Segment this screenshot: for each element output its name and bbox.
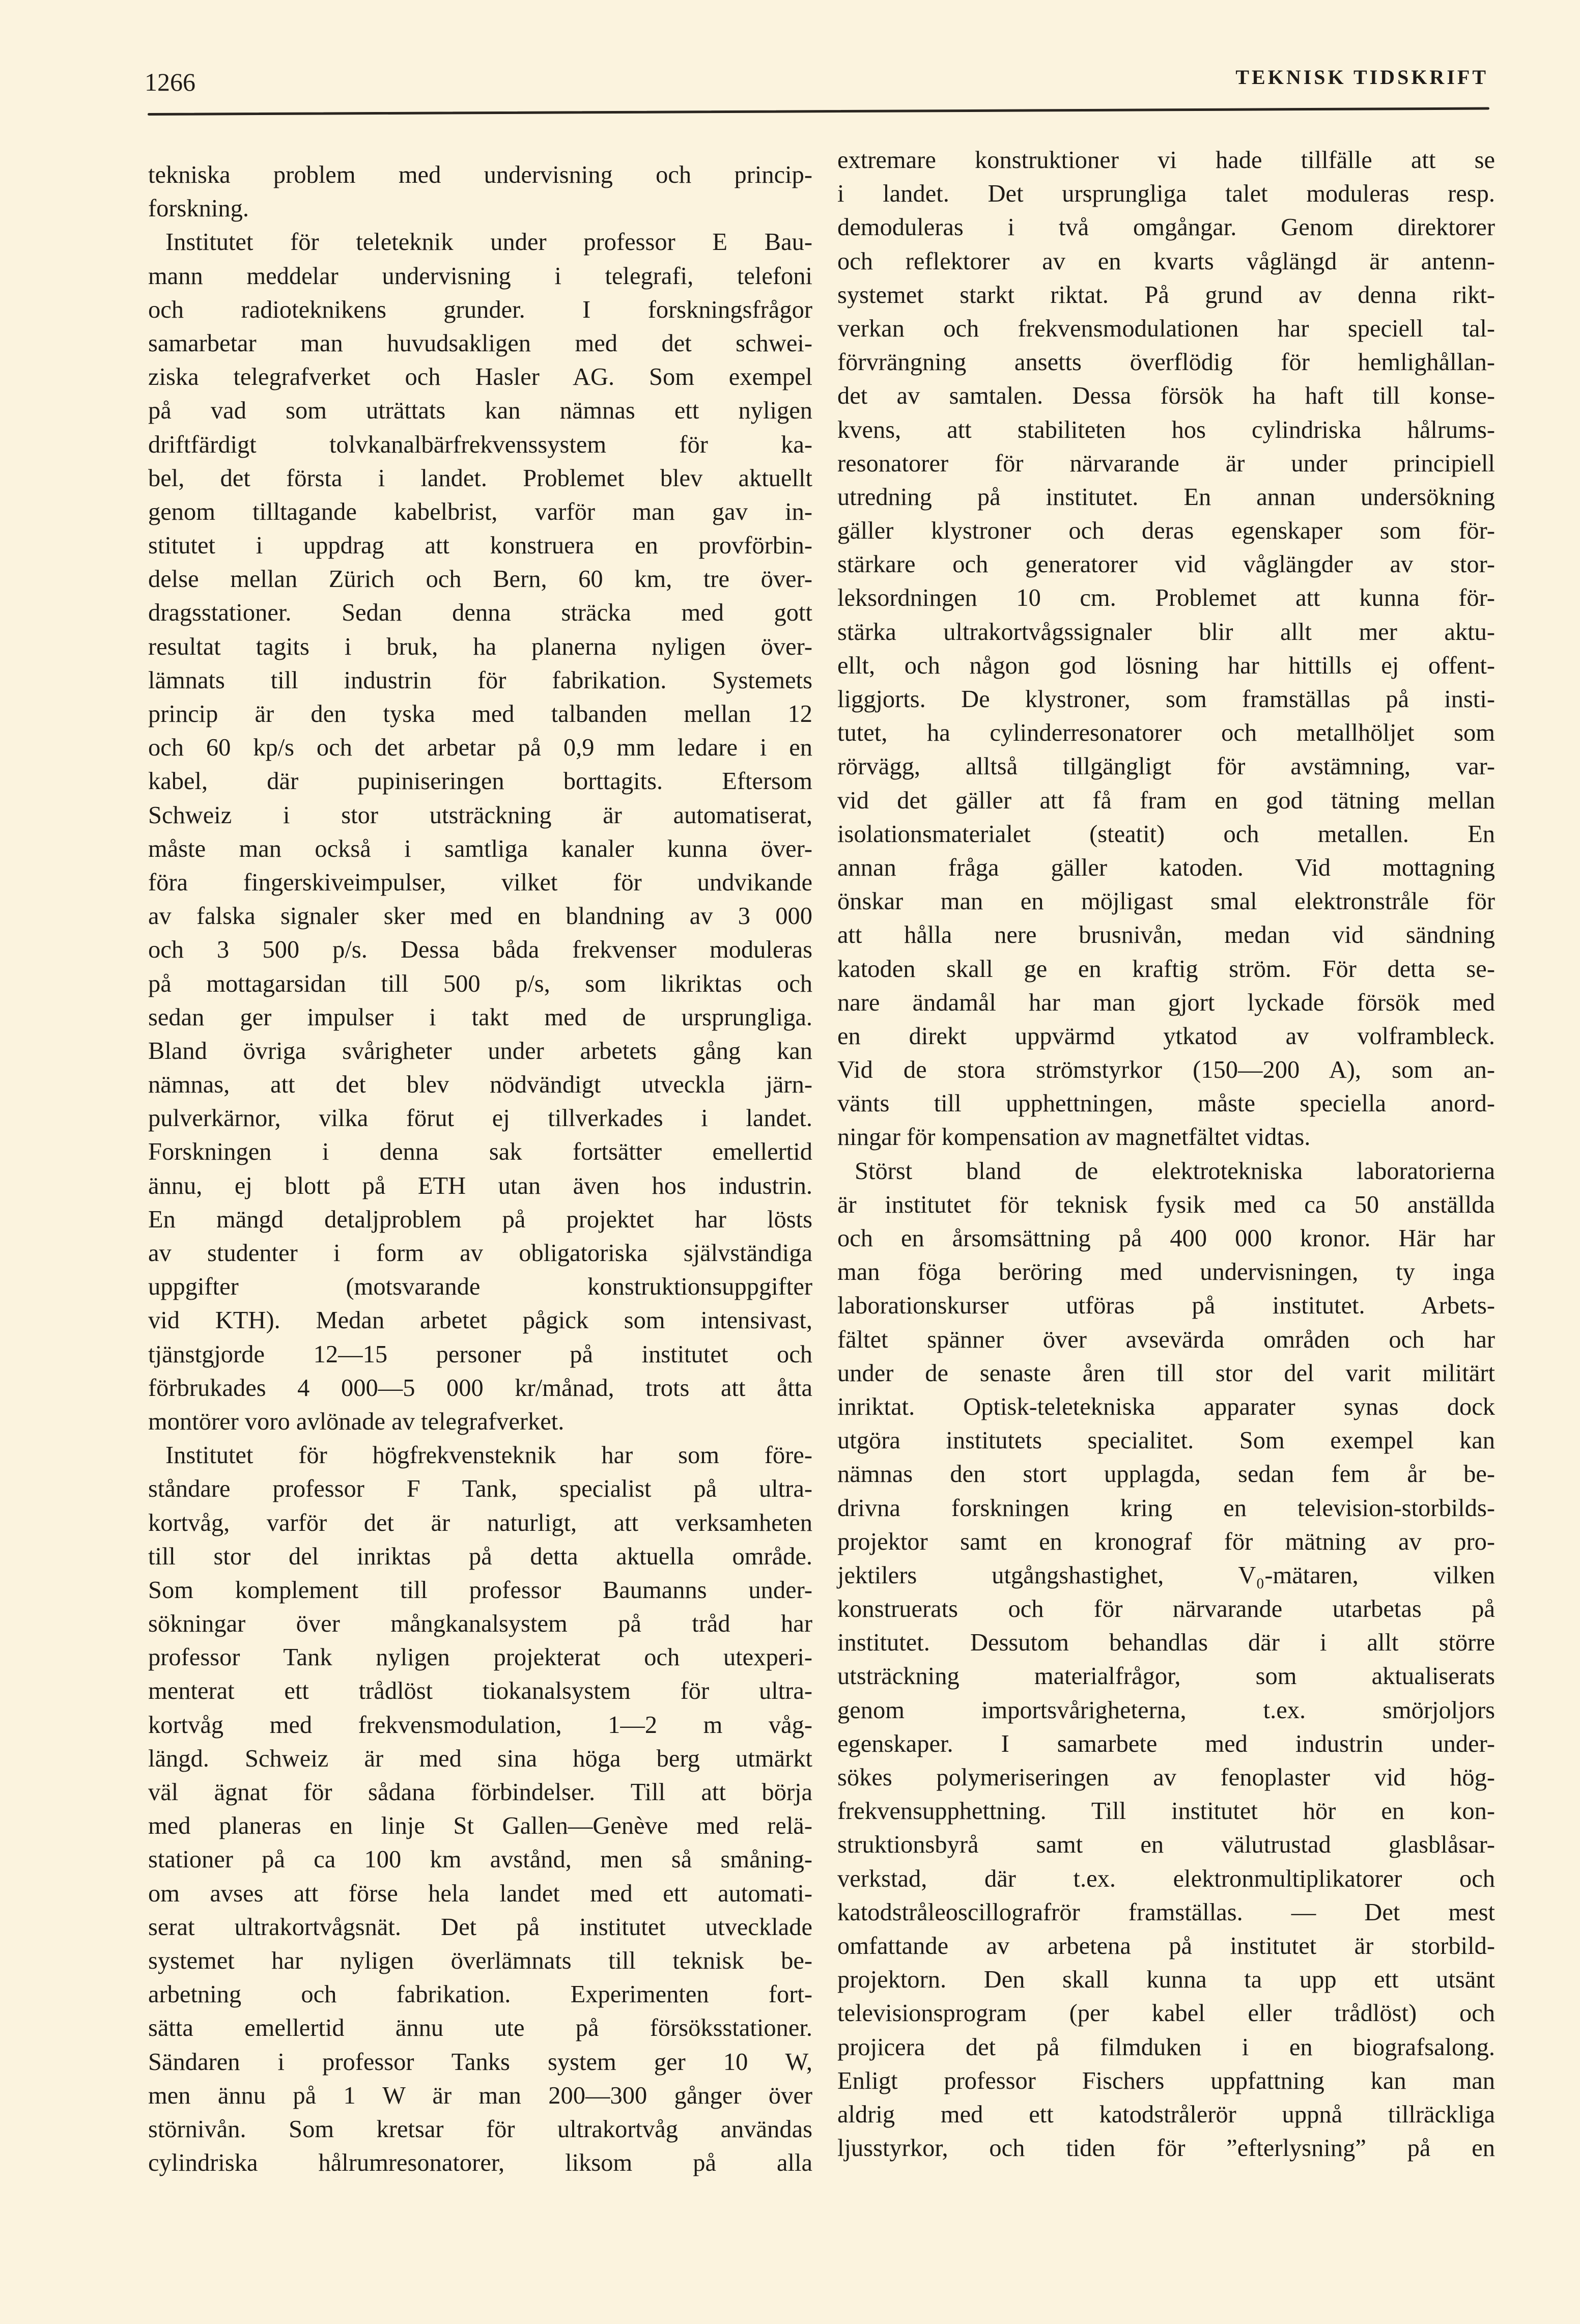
text-line: på mottagarsidan till 500 p/s, som likriktas och bbox=[148, 970, 812, 997]
text-line: sätta emellertid ännu ute på försöksstationer. bbox=[148, 2014, 812, 2042]
text-line: Forskningen i denna sak fortsätter emellertid bbox=[148, 1138, 812, 1166]
text-line: gäller klystroner och deras egenskaper som för- bbox=[837, 517, 1495, 545]
text-line: kortvåg, varför det är naturligt, att verksamheten bbox=[148, 1509, 812, 1536]
text-line: resultat tagits i bruk, ha planerna nyligen över- bbox=[148, 633, 812, 660]
text-line: längd. Schweiz är med sina höga berg utmärkt bbox=[148, 1745, 812, 1772]
paragraph bbox=[837, 144, 1495, 1155]
text-line: sökes polymeriseringen av fenoplaster vid hög- bbox=[837, 1764, 1495, 1791]
text-line: bel, det första i landet. Problemet blev aktuellt bbox=[148, 464, 812, 492]
header-rule bbox=[148, 107, 1489, 116]
text-line: struktionsbyrå samt en välutrustad glasblåsar- bbox=[837, 1831, 1495, 1859]
paragraph bbox=[837, 1155, 1495, 2166]
text-line: mann meddelar undervisning i telegrafi, telefoni bbox=[148, 262, 812, 290]
text-line: och radioteknikens grunder. I forskningsfrågor bbox=[148, 296, 812, 323]
text-line: kortvåg med frekvensmodulation, 1—2 m våg- bbox=[148, 1711, 812, 1739]
text-line: kabel, där pupiniseringen borttagits. Eftersom bbox=[148, 768, 812, 795]
text-line: Störst bland de elektrotekniska laboratorierna bbox=[855, 1157, 1495, 1185]
text-line: och 60 kp/s och det arbetar på 0,9 mm ledare i en bbox=[148, 734, 812, 762]
text-line: det av samtalen. Dessa försök ha haft till konse- bbox=[837, 382, 1495, 410]
text-line: drivna forskningen kring en television-storbilds- bbox=[837, 1494, 1495, 1522]
text-line: inriktat. Optisk-teletekniska apparater synas dock bbox=[837, 1393, 1495, 1420]
text-line: ännu, ej blott på ETH utan även hos industrin. bbox=[148, 1172, 812, 1199]
text-line: föra fingerskiveimpulser, vilket för undvikande bbox=[148, 869, 812, 896]
text-line: man föga beröring med undervisningen, ty inga bbox=[837, 1258, 1495, 1286]
text-line: liggjorts. De klystroner, som framställas på insti- bbox=[837, 686, 1495, 713]
text-line: sökningar över mångkanalsystem på tråd har bbox=[148, 1610, 812, 1638]
text-line: systemet har nyligen överlämnats till teknisk be- bbox=[148, 1947, 812, 1974]
text-line: pulverkärnor, vilka förut ej tillverkades i landet. bbox=[148, 1105, 812, 1132]
text-line: med planeras en linje St Gallen—Genève med relä- bbox=[148, 1812, 812, 1840]
text-line: stärka ultrakortvågssignaler blir allt mer aktu- bbox=[837, 618, 1495, 646]
text-line: stationer på ca 100 km avstånd, men så småning- bbox=[148, 1846, 812, 1873]
journal-title: TEKNISK TIDSKRIFT bbox=[1235, 66, 1488, 89]
text-line: konstruerats och för närvarande utarbetas på bbox=[837, 1595, 1495, 1623]
text-line: annan fråga gäller katoden. Vid mottagning bbox=[837, 854, 1495, 881]
paragraph bbox=[148, 226, 812, 1439]
text-line: menterat ett trådlöst tiokanalsystem för ultra- bbox=[148, 1677, 812, 1705]
text-line: princip är den tyska med talbanden mellan 12 bbox=[148, 701, 812, 727]
text-line: störnivån. Som kretsar för ultrakortvåg användas bbox=[148, 2115, 812, 2143]
page-number: 1266 bbox=[145, 68, 195, 96]
text-line: av falska signaler sker med en blandning av 3 000 bbox=[148, 903, 812, 930]
text-line: genom importsvårigheterna, t.ex. smörjoljors bbox=[837, 1696, 1495, 1724]
text-line: Institutet för teleteknik under professor E Bau- bbox=[165, 229, 812, 256]
text-line: av studenter i form av obligatoriska självständiga bbox=[148, 1240, 812, 1267]
text-line: väl ägnat för sådana förbindelser. Till att börja bbox=[148, 1779, 812, 1806]
text-line: utgöra institutets specialitet. Som exempel kan bbox=[837, 1427, 1495, 1454]
text-line: dragsstationer. Sedan denna sträcka med gott bbox=[148, 599, 812, 627]
text-line: på vad som uträttats kan nämnas ett nyligen bbox=[148, 397, 812, 425]
text-line: institutet. Dessutom behandlas där i allt större bbox=[837, 1629, 1495, 1657]
text-line: laborationskurser utföras på institutet. Arbets- bbox=[837, 1292, 1495, 1320]
text-line: forskning. bbox=[148, 195, 249, 222]
text-line: Institutet för högfrekvensteknik har som före- bbox=[165, 1442, 812, 1469]
text-line: delse mellan Zürich och Bern, 60 km, tre över- bbox=[148, 566, 812, 593]
text-line: och 3 500 p/s. Dessa båda frekvenser moduleras bbox=[148, 936, 812, 964]
text-line: egenskaper. I samarbete med industrin under- bbox=[837, 1730, 1495, 1757]
text-line: verkstad, där t.ex. elektronmultiplikatorer och bbox=[837, 1865, 1495, 1892]
text-line: kvens, att stabiliteten hos cylindriska hålrums- bbox=[837, 416, 1495, 443]
text-line: till stor del inriktas på detta aktuella område. bbox=[148, 1543, 812, 1570]
text-line: professor Tank nyligen projekterat och utexperi- bbox=[148, 1644, 812, 1671]
text-line: Sändaren i professor Tanks system ger 10 W, bbox=[148, 2048, 812, 2076]
text-line: tekniska problem med undervisning och princip- bbox=[148, 161, 812, 188]
text-line: leksordningen 10 cm. Problemet att kunna för- bbox=[837, 584, 1495, 612]
text-line: tjänstgjorde 12—15 personer på institutet och bbox=[148, 1340, 812, 1368]
text-line: en direkt uppvärmd ytkatod av volframbleck. bbox=[837, 1022, 1495, 1050]
text-line: katoden skall ge en kraftig ström. För detta se- bbox=[837, 955, 1495, 983]
text-line: vid KTH). Medan arbetet pågick som intensivast, bbox=[148, 1307, 812, 1334]
text-line: En mängd detaljproblem på projektet har lösts bbox=[148, 1206, 812, 1233]
text-line: vid det gäller att få fram en god tätning mellan bbox=[837, 787, 1495, 814]
text-line: televisionsprogram (per kabel eller trådlöst) och bbox=[837, 2000, 1495, 2027]
text-line: under de senaste åren till stor del varit militärt bbox=[837, 1359, 1495, 1387]
text-line: omfattande av arbetena på institutet är storbild- bbox=[837, 1932, 1495, 1959]
text-line: katodstråleoscillografrör framställas. — Det mest bbox=[837, 1898, 1495, 1926]
text-line: sedan ger impulser i takt med de ursprungliga. bbox=[148, 1003, 812, 1031]
text-line: ståndare professor F Tank, specialist på ultra- bbox=[148, 1475, 812, 1503]
text-line: Bland övriga svårigheter under arbetets gång kan bbox=[148, 1037, 812, 1065]
text-line: Schweiz i stor utsträckning är automatiserat, bbox=[148, 801, 812, 829]
text-line: serat ultrakortvågsnät. Det på institutet utvecklade bbox=[148, 1913, 812, 1941]
paragraph bbox=[148, 1439, 812, 2180]
text-line: men ännu på 1 W är man 200—300 gånger över bbox=[148, 2082, 812, 2109]
text-line: är institutet för teknisk fysik med ca 50 anställda bbox=[837, 1191, 1495, 1218]
text-line: isolationsmaterialet (steatit) och metallen. En bbox=[837, 820, 1495, 848]
text-line: resonatorer för närvarande är under principiell bbox=[837, 450, 1495, 477]
text-line: montörer voro avlönade av telegrafverket. bbox=[148, 1408, 565, 1435]
text-line: stärkare och generatorer vid våglängder av stor- bbox=[837, 551, 1495, 578]
text-line: projektorn. Den skall kunna ta upp ett utsänt bbox=[837, 1966, 1495, 1994]
text-line: projektor samt en kronograf för mätning av pro- bbox=[837, 1528, 1495, 1555]
text-line: förvrängning ansetts överflödig för hemlighållan- bbox=[837, 349, 1495, 376]
text-line: genom tilltagande kabelbrist, varför man gav in- bbox=[148, 498, 812, 525]
text-line: vänts till upphettningen, måste speciella anord- bbox=[837, 1090, 1495, 1117]
text-line: frekvensupphettning. Till institutet hör en kon- bbox=[837, 1798, 1495, 1825]
text-line: fältet spänner över avsevärda områden och har bbox=[837, 1326, 1495, 1353]
text-line: driftfärdigt tolvkanalbärfrekvenssystem för ka- bbox=[148, 431, 812, 458]
text-line: ziska telegrafverket och Hasler AG. Som exempel bbox=[148, 363, 812, 391]
text-line: tutet, ha cylinderresonatorer och metallhöljet som bbox=[837, 719, 1495, 747]
text-line: extremare konstruktioner vi hade tillfälle att se bbox=[837, 147, 1495, 174]
text-line: projicera det på filmduken i en biografsalong. bbox=[837, 2033, 1495, 2061]
text-line: Som komplement till professor Baumanns under- bbox=[148, 1576, 812, 1604]
text-line: och reflektorer av en kvarts våglängd är antenn- bbox=[837, 247, 1495, 275]
right-column bbox=[837, 144, 1495, 2165]
text-line: nare ändamål har man gjort lyckade försök med bbox=[837, 989, 1495, 1016]
text-line: uppgifter (motsvarande konstruktionsuppgifter bbox=[148, 1273, 812, 1301]
text-line: samarbetar man huvudsakligen med det schwei- bbox=[148, 329, 812, 357]
text-line: förbrukades 4 000—5 000 kr/månad, trots att åtta bbox=[148, 1374, 812, 1402]
text-line: nämnas, att det blev nödvändigt utveckla järn- bbox=[148, 1071, 812, 1099]
text-line: nämnas den stort upplagda, sedan fem år be- bbox=[837, 1461, 1495, 1488]
text-line: och en årsomsättning på 400 000 kronor. Här har bbox=[837, 1225, 1495, 1252]
text-line: om avses att förse hela landet med ett automati- bbox=[148, 1880, 812, 1907]
text-line: måste man också i samtliga kanaler kunna över- bbox=[148, 835, 812, 862]
text-line: systemet starkt riktat. På grund av denna rikt- bbox=[837, 281, 1495, 309]
text-line: arbetning och fabrikation. Experimenten fort- bbox=[148, 1981, 812, 2008]
text-line: stitutet i uppdrag att konstruera en provförbin- bbox=[148, 532, 812, 559]
text-line: aldrig med ett katodstrålerör uppnå tillräckliga bbox=[837, 2101, 1495, 2128]
text-line: önskar man en möjligast smal elektronstråle för bbox=[837, 888, 1495, 915]
text-line: utredning på institutet. En annan undersökning bbox=[837, 483, 1495, 511]
paragraph bbox=[148, 158, 812, 226]
text-line: demoduleras i två omgångar. Genom direktorer bbox=[837, 214, 1495, 241]
text-line: lämnats till industrin för fabrikation. Systemets bbox=[148, 666, 812, 694]
text-line: ljusstyrkor, och tiden för ”efterlysning” på en bbox=[837, 2135, 1495, 2162]
text-line: cylindriska hålrumresonatorer, liksom på alla bbox=[148, 2149, 812, 2177]
text-line: Vid de stora strömstyrkor (150—200 A), som an- bbox=[837, 1056, 1495, 1084]
text-line: utsträckning materialfrågor, som aktualiserats bbox=[837, 1663, 1495, 1690]
text-line: att hålla nere brusnivån, medan vid sändning bbox=[837, 921, 1495, 949]
text-line: ellt, och någon god lösning har hittills ej offent- bbox=[837, 652, 1495, 679]
text-line: verkan och frekvensmodulationen har speciell tal- bbox=[837, 315, 1495, 342]
left-column bbox=[148, 158, 812, 2180]
text-line: Enligt professor Fischers uppfattning kan man bbox=[837, 2067, 1495, 2094]
text-line: ningar för kompensation av magnetfältet vidtas. bbox=[837, 1124, 1311, 1151]
text-line: i landet. Det ursprungliga talet moduleras resp. bbox=[837, 180, 1495, 208]
text-line: rörvägg, alltså tillgängligt för avstämning, var- bbox=[837, 753, 1495, 780]
text-line: jektilers utgångshastighet, V₀-mätaren, vilken bbox=[837, 1561, 1495, 1589]
